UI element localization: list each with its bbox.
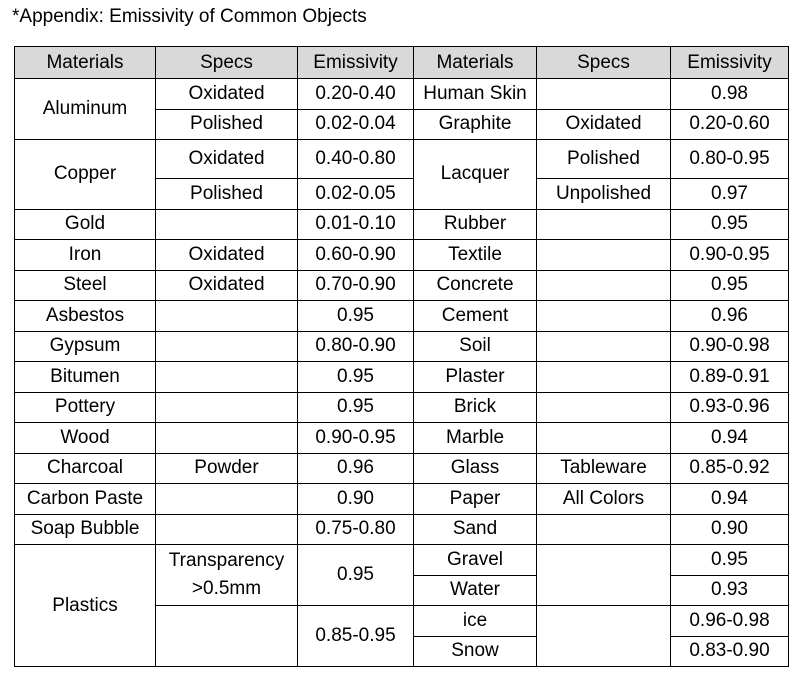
cell-material: Concrete — [414, 270, 537, 301]
cell-spec: Oxidated — [156, 240, 298, 271]
cell-emissivity: 0.93-0.96 — [671, 392, 789, 423]
cell-spec — [156, 606, 298, 667]
cell-spec: Polished — [537, 140, 671, 179]
cell-material: Textile — [414, 240, 537, 271]
cell-emissivity: 0.01-0.10 — [298, 209, 414, 240]
cell-emissivity: 0.95 — [298, 362, 414, 393]
cell-spec — [537, 606, 671, 667]
cell-spec — [537, 240, 671, 271]
emissivity-table — [14, 46, 789, 667]
cell-spec — [537, 423, 671, 454]
cell-emissivity: 0.90-0.95 — [671, 240, 789, 271]
header-specs-right: Specs — [537, 47, 671, 79]
cell-emissivity: 0.85-0.92 — [671, 453, 789, 484]
cell-emissivity: 0.95 — [298, 545, 414, 606]
table-row — [15, 140, 789, 179]
cell-spec: Polished — [156, 179, 298, 210]
cell-spec — [156, 423, 298, 454]
cell-emissivity: 0.02-0.05 — [298, 179, 414, 210]
cell-material: Pottery — [15, 392, 156, 423]
cell-emissivity: 0.90-0.95 — [298, 423, 414, 454]
cell-spec: All Colors — [537, 484, 671, 515]
cell-material: Paper — [414, 484, 537, 515]
cell-material: Snow — [414, 636, 537, 667]
table-row — [15, 453, 789, 484]
cell-spec — [156, 331, 298, 362]
cell-emissivity: 0.95 — [298, 392, 414, 423]
cell-material: Graphite — [414, 109, 537, 140]
header-emissivity-right: Emissivity — [671, 47, 789, 79]
cell-spec — [156, 362, 298, 393]
cell-material: Lacquer — [414, 140, 537, 210]
cell-material: Carbon Paste — [15, 484, 156, 515]
cell-emissivity: 0.95 — [298, 301, 414, 332]
header-materials-right: Materials — [414, 47, 537, 79]
table-row — [15, 423, 789, 454]
cell-spec — [537, 79, 671, 110]
cell-emissivity: 0.90 — [298, 484, 414, 515]
cell-spec — [537, 209, 671, 240]
cell-spec — [156, 392, 298, 423]
cell-material: Aluminum — [15, 79, 156, 140]
cell-emissivity: 0.96 — [671, 301, 789, 332]
table-row — [15, 392, 789, 423]
table-row — [15, 209, 789, 240]
table-row — [15, 270, 789, 301]
table-row — [15, 362, 789, 393]
cell-material: Asbestos — [15, 301, 156, 332]
cell-material: Plastics — [15, 545, 156, 667]
cell-material: Marble — [414, 423, 537, 454]
table-row — [15, 240, 789, 271]
cell-emissivity: 0.40-0.80 — [298, 140, 414, 179]
table-row — [15, 301, 789, 332]
cell-spec — [156, 301, 298, 332]
table-row — [15, 484, 789, 515]
cell-emissivity: 0.60-0.90 — [298, 240, 414, 271]
cell-material: Gold — [15, 209, 156, 240]
cell-emissivity: 0.94 — [671, 484, 789, 515]
header-materials-left: Materials — [15, 47, 156, 79]
cell-material: Rubber — [414, 209, 537, 240]
table-row — [15, 331, 789, 362]
cell-emissivity: 0.94 — [671, 423, 789, 454]
cell-spec — [537, 392, 671, 423]
cell-emissivity: 0.20-0.60 — [671, 109, 789, 140]
cell-material: Sand — [414, 514, 537, 545]
cell-material: Gypsum — [15, 331, 156, 362]
cell-material: Human Skin — [414, 79, 537, 110]
cell-emissivity: 0.90 — [671, 514, 789, 545]
cell-spec — [537, 270, 671, 301]
cell-emissivity: 0.20-0.40 — [298, 79, 414, 110]
cell-spec — [156, 209, 298, 240]
cell-emissivity: 0.98 — [671, 79, 789, 110]
cell-spec — [537, 545, 671, 606]
cell-material: Brick — [414, 392, 537, 423]
cell-emissivity: 0.93 — [671, 575, 789, 606]
cell-material: Wood — [15, 423, 156, 454]
cell-material: Iron — [15, 240, 156, 271]
cell-material: Bitumen — [15, 362, 156, 393]
cell-material: Water — [414, 575, 537, 606]
cell-emissivity: 0.80-0.90 — [298, 331, 414, 362]
cell-emissivity: 0.75-0.80 — [298, 514, 414, 545]
cell-spec: Oxidated — [156, 79, 298, 110]
cell-material: Gravel — [414, 545, 537, 576]
cell-material: Charcoal — [15, 453, 156, 484]
cell-spec — [537, 514, 671, 545]
cell-spec — [156, 545, 298, 606]
cell-material: Soap Bubble — [15, 514, 156, 545]
cell-spec: Oxidated — [537, 109, 671, 140]
header-specs-left: Specs — [156, 47, 298, 79]
cell-emissivity: 0.90-0.98 — [671, 331, 789, 362]
cell-spec: Unpolished — [537, 179, 671, 210]
cell-emissivity: 0.96 — [298, 453, 414, 484]
cell-material: Copper — [15, 140, 156, 210]
cell-material: Cement — [414, 301, 537, 332]
cell-material: Steel — [15, 270, 156, 301]
cell-material: ice — [414, 606, 537, 637]
cell-spec: Powder — [156, 453, 298, 484]
table-row — [15, 79, 789, 110]
cell-spec — [537, 331, 671, 362]
cell-emissivity: 0.02-0.04 — [298, 109, 414, 140]
cell-emissivity: 0.95 — [671, 270, 789, 301]
cell-emissivity: 0.80-0.95 — [671, 140, 789, 179]
spec-line: Transparency — [168, 550, 285, 571]
cell-material: Plaster — [414, 362, 537, 393]
cell-emissivity: 0.95 — [671, 209, 789, 240]
cell-spec — [156, 484, 298, 515]
header-emissivity-left: Emissivity — [298, 47, 414, 79]
cell-emissivity: 0.70-0.90 — [298, 270, 414, 301]
cell-spec — [156, 514, 298, 545]
cell-spec: Polished — [156, 109, 298, 140]
cell-spec: Oxidated — [156, 270, 298, 301]
page-title: *Appendix: Emissivity of Common Objects — [12, 6, 367, 27]
spec-line: >0.5mm — [191, 578, 262, 599]
cell-emissivity: 0.83-0.90 — [671, 636, 789, 667]
cell-material: Soil — [414, 331, 537, 362]
cell-emissivity: 0.95 — [671, 545, 789, 576]
cell-emissivity: 0.89-0.91 — [671, 362, 789, 393]
cell-material: Glass — [414, 453, 537, 484]
cell-spec — [537, 301, 671, 332]
cell-emissivity: 0.96-0.98 — [671, 606, 789, 637]
table-row — [15, 514, 789, 545]
header-row — [15, 47, 789, 79]
cell-spec: Tableware — [537, 453, 671, 484]
cell-spec: Oxidated — [156, 140, 298, 179]
cell-emissivity: 0.97 — [671, 179, 789, 210]
table-row — [15, 545, 789, 576]
cell-spec — [537, 362, 671, 393]
cell-emissivity: 0.85-0.95 — [298, 606, 414, 667]
